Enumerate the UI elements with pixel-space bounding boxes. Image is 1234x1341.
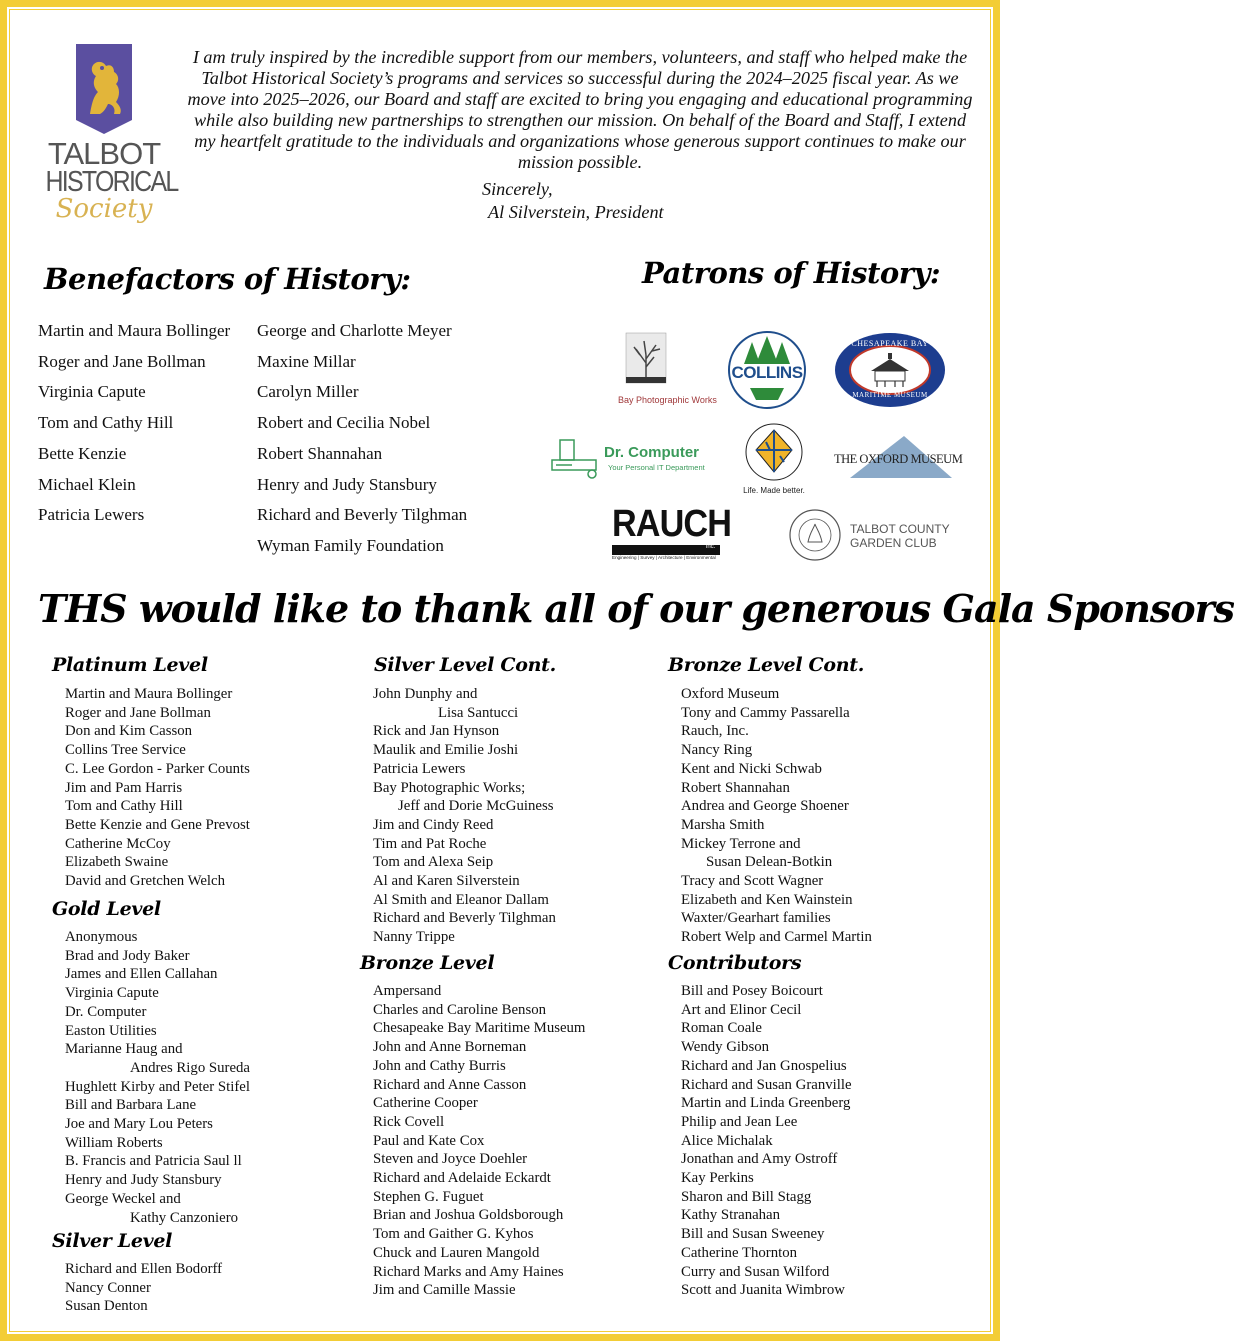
dr-computer-subtext: Your Personal IT Department (608, 463, 705, 472)
rauch-services: Engineering | Survey | Architecture | Environmental (612, 555, 716, 560)
list-item: Tom and Cathy Hill (38, 413, 174, 433)
rauch-inc: inc. (706, 544, 716, 550)
silver-level-cont-heading: Silver Level Cont. (374, 654, 556, 676)
list-item: Wyman Family Foundation (257, 535, 444, 555)
list-item: Easton Utilities (65, 1022, 157, 1039)
list-item: Susan Denton (65, 1298, 148, 1315)
list-item: Nancy Ring (681, 742, 753, 759)
list-item: James and Ellen Callahan (65, 966, 218, 983)
list-item: Charles and Caroline Benson (373, 1001, 547, 1018)
list-item: Catherine Thornton (681, 1244, 798, 1261)
list-item: Al and Karen Silverstein (373, 873, 520, 890)
list-item: Kathy Canzoniero (130, 1209, 239, 1226)
list-item: Richard Marks and Amy Haines (373, 1263, 564, 1280)
list-item: Elizabeth Swaine (65, 854, 169, 871)
list-item: Roger and Jane Bollman (38, 351, 206, 371)
rauch-logo (612, 503, 731, 563)
list-item: George and Charlotte Meyer (257, 321, 452, 340)
list-item: Chesapeake Bay Maritime Museum (373, 1020, 586, 1037)
list-item: Patricia Lewers (38, 505, 145, 525)
list-item: Martin and Linda Greenberg (681, 1095, 851, 1112)
cbmm-text-bottom: MARITIME MUSEUM (852, 391, 928, 399)
list-item: Chuck and Lauren Mangold (373, 1244, 540, 1261)
logo-word-historical: HISTORICAL (45, 166, 178, 198)
list-item: Richard and Ellen Bodorff (65, 1261, 223, 1277)
contributors-list (681, 982, 852, 1300)
list-item: Richard and Anne Casson (373, 1076, 527, 1093)
list-item: Robert and Cecilia Nobel (257, 413, 431, 433)
benefactors-list-2 (257, 316, 467, 562)
list-item: Susan Delean-Botkin (706, 854, 833, 871)
bronze-level-heading: Bronze Level (360, 952, 495, 974)
list-item: Anonymous (65, 929, 138, 945)
list-item: Jonathan and Amy Ostroff (681, 1151, 838, 1168)
signature: Al Silverstein, President (488, 202, 664, 222)
list-item: Catherine Cooper (373, 1095, 478, 1112)
list-item: George Weckel and (65, 1190, 181, 1207)
platinum-list (65, 685, 250, 891)
list-item: Rick Covell (373, 1113, 445, 1130)
list-item: C. Lee Gordon - Parker Counts (65, 760, 250, 777)
list-item: Mickey Terrone and (681, 835, 801, 852)
bay-photographic-works-logo (618, 333, 720, 409)
list-item: Virginia Capute (38, 382, 146, 402)
garden-club-text-1: TALBOT COUNTY (850, 522, 950, 536)
list-item: Catherine McCoy (65, 835, 171, 852)
contributors-heading: Contributors (668, 952, 802, 974)
list-item: Jim and Camille Massie (373, 1282, 516, 1299)
list-item: Patricia Lewers (373, 760, 466, 777)
easton-tagline: Life. Made better. (743, 486, 805, 495)
closing: Sincerely, (482, 179, 553, 199)
list-item: Paul and Kate Cox (373, 1132, 485, 1149)
intro-letter: I am truly inspired by the incredible support from our members, volunteers, and staff who helped make the Talbot Historical Society’s programs and services so successful during the 2024–2025 fiscal year. As we move into 2025–2026, our Board and staff are excited to bring you engaging and educational programming while also building new partnerships to strengthen our mission. On behalf of the Board and Staff, I extend my heartfelt gratitude to the individuals and organizations whose generous support continues to make our mission possible. (187, 47, 973, 172)
dr-computer-text: Dr. Computer (604, 444, 700, 461)
list-item: Steven and Joyce Doehler (373, 1151, 528, 1168)
list-item: Carolyn Miller (257, 382, 359, 402)
list-item: Stephen G. Fuguet (373, 1188, 484, 1205)
list-item: Maxine Millar (257, 351, 356, 371)
list-item: Nanny Trippe (373, 929, 455, 946)
list-item: Rauch, Inc. (681, 723, 749, 740)
list-item: Roman Coale (681, 1020, 762, 1037)
list-item: B. Francis and Patricia Saul ll (65, 1153, 242, 1170)
list-item: Brad and Jody Baker (65, 947, 190, 964)
list-item: John and Anne Borneman (373, 1039, 527, 1056)
oxford-museum-text: THE OXFORD MUSEUM (834, 452, 963, 466)
list-item: Bette Kenzie (38, 443, 127, 463)
list-item: Martin and Maura Bollinger (38, 321, 231, 340)
list-item: Wendy Gibson (681, 1039, 769, 1056)
chesapeake-bay-maritime-museum-logo (833, 331, 947, 409)
list-item: Don and Kim Casson (65, 723, 193, 740)
list-item: Jeff and Dorie McGuiness (398, 798, 554, 815)
list-item: Brian and Joshua Goldsborough (373, 1207, 564, 1224)
list-item: Tom and Gaither G. Kyhos (373, 1226, 534, 1243)
list-item: Richard and Beverly Tilghman (257, 505, 468, 525)
list-item: John Dunphy and (373, 686, 478, 702)
list-item: Alice Michalak (681, 1132, 773, 1149)
collins-subtext: TREE EXPERTS (742, 382, 792, 389)
list-item: Andres Rigo Sureda (130, 1059, 251, 1076)
list-item: Bay Photographic Works; (373, 779, 526, 796)
list-item: David and Gretchen Welch (65, 873, 226, 890)
list-item: Art and Elinor Cecil (681, 1001, 802, 1018)
silver-level-heading: Silver Level (52, 1230, 173, 1252)
list-item: Tracy and Scott Wagner (681, 873, 824, 890)
collins-text: COLLINS (731, 363, 803, 382)
dr-computer-logo (552, 438, 720, 480)
list-item: Bill and Posey Boicourt (681, 983, 823, 999)
benefactors-heading: Benefactors of History: (44, 262, 411, 296)
list-item: Jim and Pam Harris (65, 779, 183, 796)
list-item: Collins Tree Service (65, 742, 186, 759)
rauch-text: RAUCH (612, 503, 731, 545)
list-item: Michael Klein (38, 474, 136, 494)
gold-list (65, 928, 250, 1227)
talbot-historical-society-logo (36, 44, 178, 230)
list-item: Marsha Smith (681, 816, 765, 833)
list-item: Dr. Computer (65, 1003, 147, 1020)
list-item: Virginia Capute (65, 985, 159, 1002)
list-item: Kathy Stranahan (681, 1207, 781, 1224)
list-item: Bill and Barbara Lane (65, 1097, 197, 1114)
list-item: Andrea and George Shoener (681, 798, 849, 815)
bronze-cont-list (681, 685, 872, 947)
bay-photographic-works-text: Bay Photographic Works (618, 395, 717, 405)
list-item: Richard and Susan Granville (681, 1076, 852, 1093)
silver-cont-list (373, 685, 556, 947)
list-item: Hughlett Kirby and Peter Stifel (65, 1078, 250, 1095)
list-item: Robert Shannahan (257, 443, 383, 463)
computer-icon (552, 438, 600, 480)
list-item: Richard and Beverly Tilghman (373, 910, 556, 927)
benefactors-list-1 (38, 316, 230, 531)
list-item: Nancy Conner (65, 1279, 151, 1296)
list-item: Elizabeth and Ken Wainstein (681, 891, 853, 908)
garden-club-seal-icon (788, 508, 842, 562)
oxford-museum-logo (834, 434, 963, 480)
list-item: Robert Welp and Carmel Martin (681, 929, 872, 946)
gala-sponsors-heading: THS would like to thank all of our generous Gala Sponsors (38, 586, 1234, 631)
silver-list (65, 1260, 222, 1316)
bronze-level-cont-heading: Bronze Level Cont. (668, 654, 865, 676)
list-item: Richard and Jan Gnospelius (681, 1057, 847, 1074)
gold-level-heading: Gold Level (52, 898, 161, 920)
collins-tree-experts-logo (726, 330, 808, 410)
list-item: Martin and Maura Bollinger (65, 686, 233, 702)
list-item: Henry and Judy Stansbury (257, 474, 437, 494)
list-item: Henry and Judy Stansbury (65, 1172, 222, 1189)
list-item: Kent and Nicki Schwab (681, 760, 822, 777)
easton-utilities-seal-icon (744, 422, 804, 482)
list-item: Kay Perkins (681, 1170, 754, 1187)
list-item: Maulik and Emilie Joshi (373, 742, 519, 759)
easton-utilities-logo (730, 422, 818, 500)
list-item: John and Cathy Burris (373, 1057, 506, 1074)
list-item: Richard and Adelaide Eckardt (373, 1170, 551, 1187)
list-item: Joe and Mary Lou Peters (65, 1116, 213, 1133)
bronze-list (373, 982, 585, 1300)
patrons-heading: Patrons of History: (642, 256, 941, 290)
list-item: Bill and Susan Sweeney (681, 1226, 825, 1243)
list-item: Scott and Juanita Wimbrow (681, 1282, 845, 1299)
list-item: Tim and Pat Roche (373, 835, 487, 852)
list-item: Al Smith and Eleanor Dallam (373, 891, 549, 908)
cbmm-text-top: CHESAPEAKE BAY (851, 339, 929, 348)
lion-shield-icon (76, 44, 132, 134)
list-item: Jim and Cindy Reed (373, 816, 494, 833)
logo-word-society: Society (55, 194, 153, 224)
tree-photo-icon (626, 333, 666, 383)
talbot-county-garden-club-logo (788, 508, 958, 564)
list-item: Philip and Jean Lee (681, 1113, 798, 1130)
list-item: Roger and Jane Bollman (65, 704, 211, 721)
list-item: Ampersand (373, 983, 442, 999)
list-item: Waxter/Gearhart families (681, 910, 831, 927)
list-item: Tom and Cathy Hill (65, 798, 183, 815)
list-item: Bette Kenzie and Gene Prevost (65, 816, 250, 833)
list-item: Robert Shannahan (681, 779, 790, 796)
list-item: Curry and Susan Wilford (681, 1263, 830, 1280)
list-item: Marianne Haug and (65, 1041, 183, 1058)
list-item: Rick and Jan Hynson (373, 723, 500, 740)
logo-word-talbot: TALBOT (47, 136, 161, 171)
list-item: Lisa Santucci (438, 704, 519, 721)
platinum-level-heading: Platinum Level (52, 654, 208, 676)
list-item: Sharon and Bill Stagg (681, 1188, 812, 1205)
list-item: Oxford Museum (681, 686, 780, 702)
list-item: Tony and Cammy Passarella (681, 704, 850, 721)
garden-club-text-2: GARDEN CLUB (850, 536, 937, 550)
list-item: William Roberts (65, 1134, 163, 1151)
list-item: Tom and Alexa Seip (373, 854, 494, 871)
